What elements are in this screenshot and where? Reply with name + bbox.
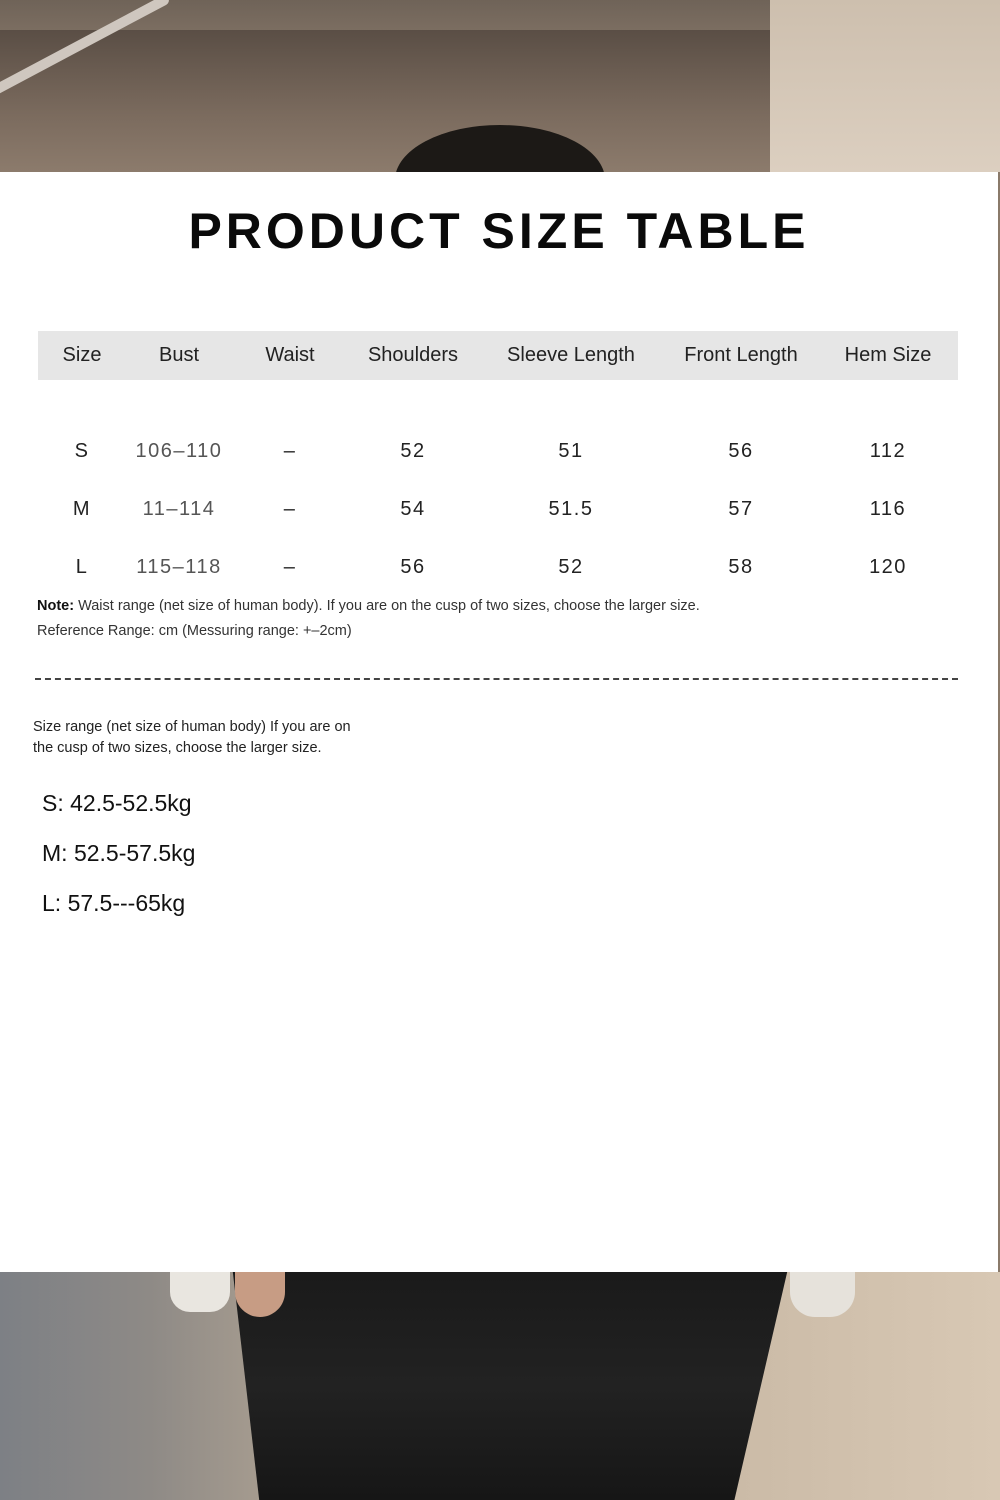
size-range-intro: Size range (net size of human body) If you are on the cusp of two sizes, choose the larger size. — [33, 719, 351, 756]
table-header-row — [38, 331, 958, 380]
header-front-length: Front Length — [684, 344, 798, 366]
cell-hem-size: 116 — [869, 497, 907, 520]
cell-sleeve-length: 52 — [558, 555, 584, 578]
cell-size: L — [75, 555, 89, 578]
size-note — [37, 594, 700, 644]
note-text: Waist range (net size of human body). If you are on the cusp of two sizes, choose the larger size. — [74, 598, 700, 614]
photo-sunlit-wall — [770, 0, 1000, 172]
background-photo-top — [0, 0, 1000, 172]
size-table — [38, 331, 958, 596]
photo-fur-cuff-right — [790, 1272, 855, 1317]
cell-front-length: 58 — [728, 555, 754, 578]
header-sleeve-length: Sleeve Length — [507, 344, 635, 366]
weight-ranges — [42, 784, 195, 934]
cell-bust: 11–114 — [142, 497, 216, 520]
table-row — [38, 380, 958, 480]
weight-range-l: L: 57.5---65kg — [42, 890, 186, 916]
cell-shoulders: 52 — [400, 439, 426, 462]
header-bust: Bust — [158, 344, 200, 366]
header-waist: Waist — [265, 344, 315, 366]
cell-hem-size: 120 — [869, 555, 907, 578]
dashed-divider — [35, 678, 958, 680]
cell-bust: 106–110 — [135, 439, 223, 462]
table-row — [38, 538, 958, 596]
cell-waist: – — [283, 555, 297, 578]
cell-sleeve-length: 51.5 — [548, 497, 594, 520]
cell-shoulders: 56 — [400, 555, 426, 578]
note-line-1 — [37, 594, 700, 619]
size-chart-card — [0, 172, 998, 1272]
table-row — [38, 480, 958, 538]
background-photo-bottom — [0, 1272, 1000, 1500]
cell-shoulders: 54 — [400, 497, 426, 520]
cell-front-length: 56 — [728, 439, 754, 462]
photo-wall — [0, 30, 770, 172]
cell-front-length: 57 — [728, 497, 754, 520]
header-hem-size: Hem Size — [844, 344, 932, 366]
header-shoulders: Shoulders — [367, 344, 459, 366]
note-line-2: Reference Range: cm (Messuring range: +–2cm) — [37, 623, 352, 639]
cell-waist: – — [283, 497, 297, 520]
note-label: Note: — [37, 598, 75, 614]
weight-range-s: S: 42.5-52.5kg — [42, 790, 192, 816]
page-title: PRODUCT SIZE TABLE — [188, 203, 810, 259]
photo-fur-cuff-left — [170, 1272, 230, 1312]
header-size: Size — [62, 344, 102, 366]
cell-hem-size: 112 — [869, 439, 907, 462]
weight-range-m: M: 52.5-57.5kg — [42, 840, 196, 866]
cell-size: S — [74, 439, 90, 462]
cell-sleeve-length: 51 — [558, 439, 584, 462]
cell-waist: – — [283, 439, 297, 462]
cell-bust: 115–118 — [136, 555, 222, 578]
cell-size: M — [72, 497, 92, 520]
